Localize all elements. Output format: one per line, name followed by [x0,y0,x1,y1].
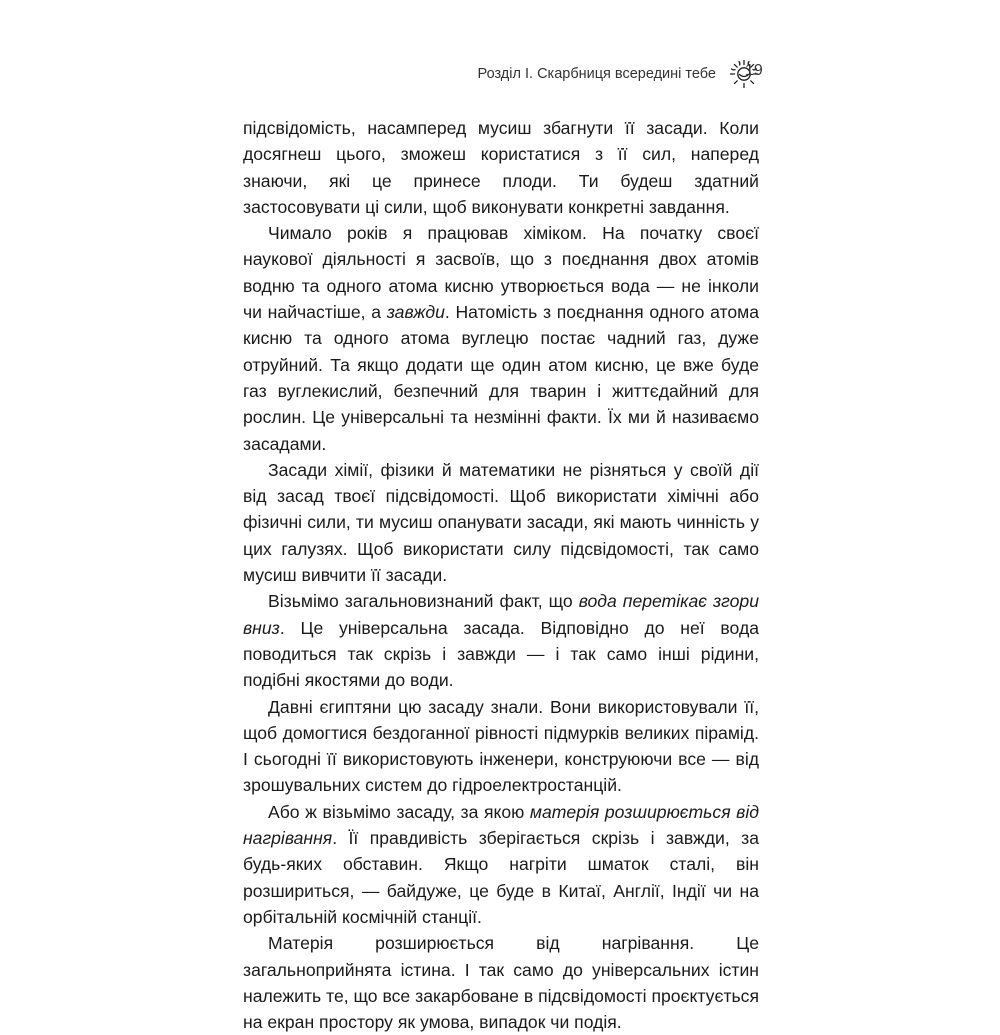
text-run: . Її правдивість зберігається скрізь і завжди, за будь-яких обставин. Якщо нагріти шматок сталі, він розшириться, — байдуже, це буде в Китаї, Англії, Індії чи на орбітальній космічній станції. [243,828,759,927]
text-run: Давні єгиптяни цю засаду знали. Вони використовували її, щоб домогтися бездоганної рівності підмурків великих пірамід. І сьогодні її використовують інженери, конструюючи все — від зрошувальних систем до гідроелектростанцій. [243,696,759,796]
italic-text: завжди [386,302,445,323]
chapter-title: Розділ I. Скарбниця всередині тебе [477,66,716,82]
text-run: Чимало років я працював хіміком. На початку своєї наукової діяльності я засвоїв, що з поєднання двох атомів водню та одного атома кисню утворюється вода — не інколи чи найчастіше, а [243,223,759,323]
paragraph [243,457,759,588]
paragraph [243,694,759,799]
text-run: Засади хімії, фізики й математики не різняться у своїй дії від засад твоєї підсвідомості. Щоб використати хімічні або фізичні сили, ти мусиш опанувати засади, які мають чинність у цих галузях. Щоб використати силу підсвідомості, так само мусиш вивчити її засади. [243,459,759,586]
paragraph [243,588,759,693]
text-run: Візьмімо загальновизнаний факт, що [268,591,579,612]
text-run: Матерія розширюється від нагрівання. Це загальноприйнята істина. І так само до універсальних істин належить те, що все закарбоване в підсвідомості проєктується на екран простору як умова, випадок чи подія. [243,933,759,1033]
paragraph [243,799,759,930]
text-run: . Натомість з поєднання одного атома кисню та одного атома вуглецю постає чадний газ, дуже отруйний. Та якщо додати ще один атом кисню, це вже буде газ вуглекислий, безпечний для тварин і життєдайний для рослин. Це універсальні та незмінні факти. Їх ми й називаємо засадами. [243,302,760,454]
text-run: підсвідомість, насамперед мусиш збагнути її засади. Коли досягнеш цього, зможеш користатися з її сил, наперед знаючи, які це принесе плоди. Ти будеш здатний застосовувати ці сили, щоб виконувати конкретні завдання. [243,118,759,217]
paragraph [243,220,759,457]
paragraph [243,115,759,220]
paragraph [243,930,759,1035]
text-run: . Це універсальна засада. Відповідно до неї вода поводиться так скрізь і завжди — і так само інші рідини, подібні якостями до води. [243,617,759,691]
italic-text: матерія розширюється від нагрівання [243,801,759,849]
page-number: 19 [745,62,763,79]
text-run: Або ж візьмімо засаду, за якою [268,801,530,822]
body-text [243,115,759,1035]
running-head [478,58,760,90]
italic-text: вода перетікає згори вниз [243,591,759,638]
